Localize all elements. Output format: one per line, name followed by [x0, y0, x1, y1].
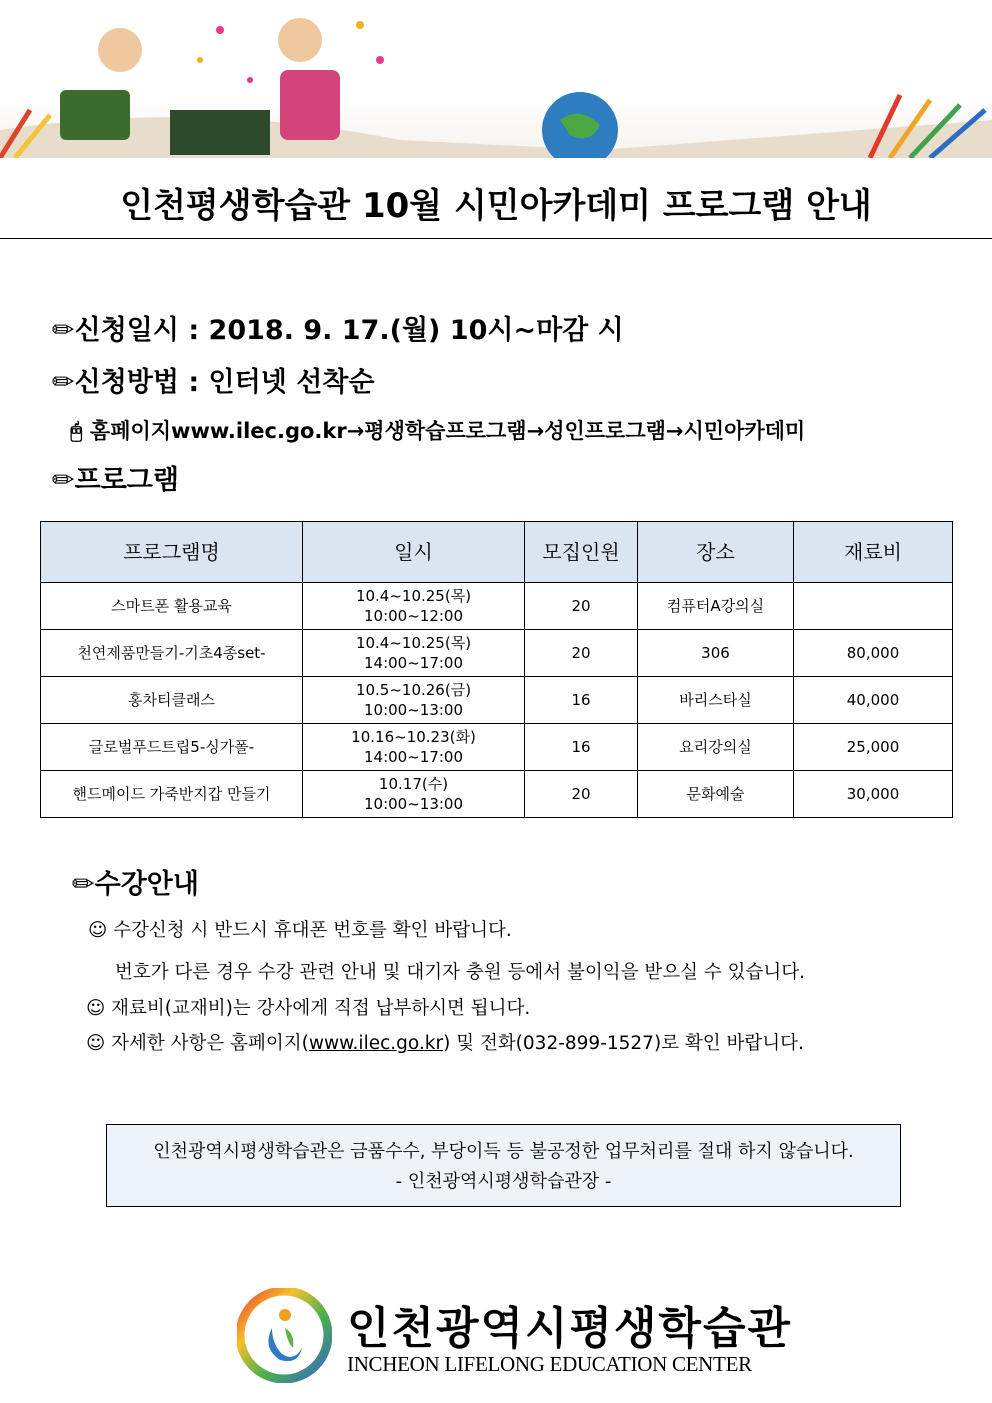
center-logo-seal: [237, 1288, 332, 1383]
program-table: [40, 521, 953, 818]
program-schedule: [303, 771, 525, 818]
program-name: 핸드메이드 가죽반지갑 만들기: [41, 771, 303, 818]
program-fee: 25,000: [794, 724, 953, 771]
page-title: 인천평생학습관 10월 시민아카데미 프로그램 안내: [120, 186, 872, 226]
guide-heading: ✏수강안내: [72, 869, 199, 900]
program-date: 10.16~10.23(화): [351, 728, 476, 746]
header-count: 모집인원: [525, 522, 638, 583]
program-count: 20: [525, 630, 638, 677]
program-time: 10:00~13:00: [363, 701, 464, 719]
header-banner-illustration: [0, 0, 992, 158]
table-row: [41, 583, 953, 630]
application-date: ✏신청일시 : 2018. 9. 17.(월) 10시~마감 시: [52, 315, 624, 346]
program-schedule: [303, 583, 525, 630]
program-schedule: [303, 630, 525, 677]
program-date: 10.4~10.25(목): [355, 587, 472, 605]
center-name-english: INCHEON LIFELONG EDUCATION CENTER: [347, 1352, 752, 1376]
program-name: 글로벌푸드트립5-싱가폴-: [41, 724, 303, 771]
program-heading: ✏프로그램: [52, 465, 179, 496]
application-path: 🖰 홈페이지www.ilec.go.kr→평생학습프로그램→성인프로그램→시민아카데미: [70, 419, 806, 443]
header-fee: 재료비: [794, 522, 953, 583]
program-time: 10:00~12:00: [363, 607, 464, 625]
program-date: 10.17(수): [378, 775, 449, 793]
program-fee: 30,000: [794, 771, 953, 818]
integrity-notice: [106, 1124, 901, 1207]
table-header-row: [41, 522, 953, 583]
program-fee: [794, 583, 953, 630]
program-place: 컴퓨터A강의실: [638, 583, 794, 630]
program-count: 16: [525, 677, 638, 724]
program-fee: 40,000: [794, 677, 953, 724]
program-count: 20: [525, 771, 638, 818]
program-name: 홍차티클래스: [41, 677, 303, 724]
program-name: 스마트폰 활용교육: [41, 583, 303, 630]
table-row: [41, 724, 953, 771]
program-time: 14:00~17:00: [363, 654, 464, 672]
program-date: 10.4~10.25(목): [355, 634, 472, 652]
notice-line-2: - 인천광역시평생학습관장 -: [395, 1171, 612, 1192]
program-place: 요리강의실: [638, 724, 794, 771]
header-place: 장소: [638, 522, 794, 583]
notice-line-1: 인천광역시평생학습관은 금품수수, 부당이득 등 불공정한 업무처리를 절대 하지 않습니다.: [153, 1141, 854, 1162]
guide-line-3: [86, 1029, 804, 1055]
program-time: 14:00~17:00: [363, 748, 464, 766]
guide-line-2: ☺ 재료비(교재비)는 강사에게 직접 납부하시면 됩니다.: [86, 998, 531, 1019]
program-place: 306: [638, 630, 794, 677]
application-method: ✏신청방법 : 인터넷 선착순: [52, 367, 375, 398]
program-time: 10:00~13:00: [363, 795, 464, 813]
kids-school-illustration: [0, 0, 992, 158]
divider: [0, 238, 992, 239]
header-date: 일시: [303, 522, 525, 583]
guide-line-3-pre: ☺ 자세한 사항은 홈페이지(: [86, 1033, 309, 1054]
table-row: [41, 771, 953, 818]
program-fee: 80,000: [794, 630, 953, 677]
program-date: 10.5~10.26(금): [355, 681, 472, 699]
guide-line-1: ☺ 수강신청 시 반드시 휴대폰 번호를 확인 바랍니다.: [88, 920, 512, 941]
homepage-link[interactable]: www.ilec.go.kr: [308, 1033, 444, 1054]
table-row: [41, 677, 953, 724]
header-name: 프로그램명: [41, 522, 303, 583]
program-count: 16: [525, 724, 638, 771]
program-schedule: [303, 724, 525, 771]
center-name-korean: 인천광역시평생학습관: [347, 1303, 793, 1354]
table-row: [41, 630, 953, 677]
guide-line-3-post: ) 및 전화(032-899-1527)로 확인 바랍니다.: [443, 1033, 804, 1054]
program-count: 20: [525, 583, 638, 630]
program-place: 문화예술: [638, 771, 794, 818]
program-schedule: [303, 677, 525, 724]
guide-line-1b: 번호가 다른 경우 수강 관련 안내 및 대기자 충원 등에서 불이익을 받으실 수 있습니다.: [115, 962, 805, 983]
program-name: 천연제품만들기-기초4종set-: [41, 630, 303, 677]
program-place: 바리스타실: [638, 677, 794, 724]
